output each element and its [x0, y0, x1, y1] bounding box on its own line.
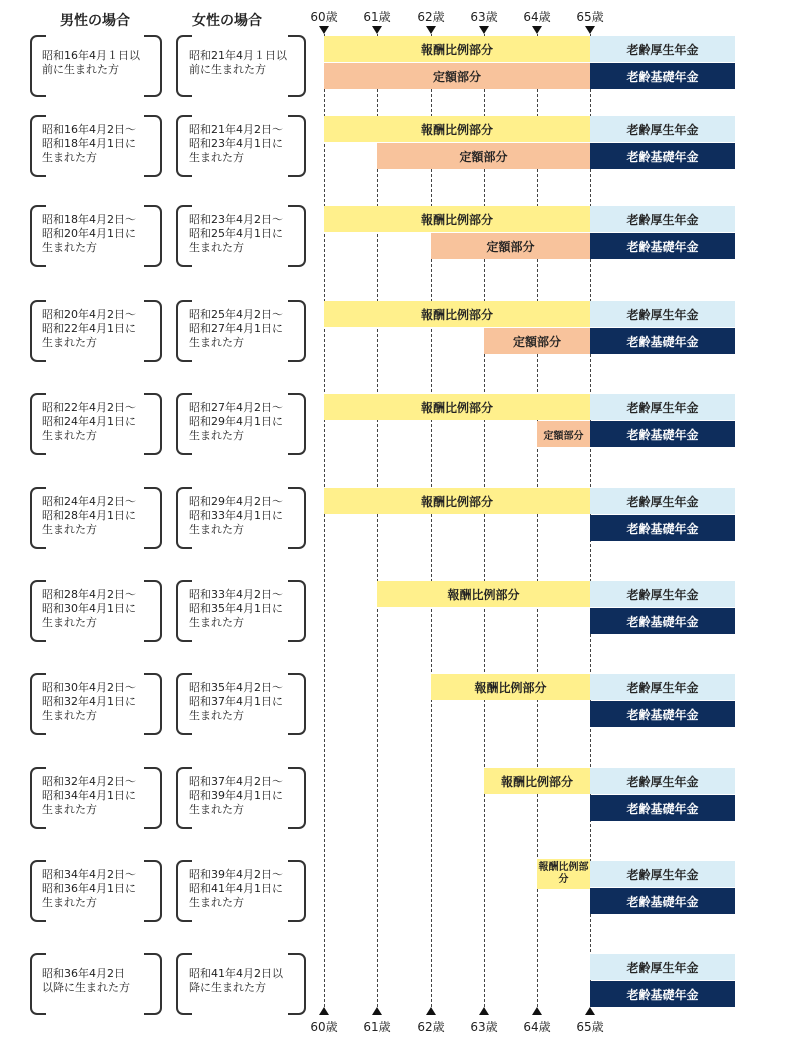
age-marker-bottom-icon	[319, 1007, 329, 1015]
hourei-hirei-bar: 報酬比例部分	[377, 581, 590, 607]
hourei-hirei-bar: 報酬比例部分	[324, 116, 590, 142]
rourei-kousei-nenkin-bar: 老齢厚生年金	[590, 394, 735, 420]
male-birth-range-line: 生まれた方	[42, 709, 97, 722]
male-birth-range-line: 昭和34年4月2日～	[42, 868, 136, 881]
male-birth-range-line: 昭和36年4月1日に	[42, 882, 136, 895]
male-birth-range-line: 生まれた方	[42, 336, 97, 349]
hourei-hirei-bar: 報酬比例部分	[324, 488, 590, 514]
male-birth-range-line: 生まれた方	[42, 523, 97, 536]
female-birth-range	[189, 588, 301, 630]
female-birth-range	[189, 308, 301, 350]
female-birth-range	[189, 681, 301, 723]
age-marker-top-icon	[426, 26, 436, 34]
age-marker-top-icon	[585, 26, 595, 34]
age-label-top: 62歳	[417, 10, 445, 24]
age-marker-top-icon	[479, 26, 489, 34]
teigaku-bar: 定額部分	[484, 328, 590, 354]
male-birth-range-line: 昭和16年4月１日以	[42, 49, 140, 62]
rourei-kousei-nenkin-bar: 老齢厚生年金	[590, 36, 735, 62]
rourei-kiso-nenkin-bar: 老齢基礎年金	[590, 981, 735, 1007]
female-birth-range-line: 昭和35年4月1日に	[189, 602, 283, 615]
female-birth-range-line: 昭和27年4月1日に	[189, 322, 283, 335]
female-birth-range-line: 前に生まれた方	[189, 63, 266, 76]
age-label-top: 63歳	[470, 10, 498, 24]
rourei-kiso-nenkin-bar: 老齢基礎年金	[590, 63, 735, 89]
female-birth-range	[189, 213, 301, 255]
age-marker-bottom-icon	[372, 1007, 382, 1015]
age-label-bottom: 65歳	[576, 1020, 604, 1034]
female-birth-range-line: 昭和37年4月2日～	[189, 775, 283, 788]
age-marker-bottom-icon	[585, 1007, 595, 1015]
female-birth-range-line: 生まれた方	[189, 896, 244, 909]
male-birth-range	[42, 49, 154, 77]
female-birth-range-line: 昭和23年4月2日～	[189, 213, 283, 226]
male-column-header: 男性の場合	[60, 13, 130, 29]
age-label-bottom: 61歳	[363, 1020, 391, 1034]
female-birth-range	[189, 495, 301, 537]
female-birth-range-line: 昭和27年4月2日～	[189, 401, 283, 414]
rourei-kiso-nenkin-bar: 老齢基礎年金	[590, 328, 735, 354]
rourei-kousei-nenkin-bar: 老齢厚生年金	[590, 954, 735, 980]
age-marker-top-icon	[372, 26, 382, 34]
female-birth-range-line: 昭和39年4月1日に	[189, 789, 283, 802]
female-birth-range	[189, 49, 301, 77]
male-birth-range-line: 昭和22年4月2日～	[42, 401, 136, 414]
age-label-top: 65歳	[576, 10, 604, 24]
female-birth-range-line: 昭和29年4月1日に	[189, 415, 283, 428]
female-birth-range	[189, 775, 301, 817]
male-birth-range	[42, 401, 154, 443]
rourei-kiso-nenkin-bar: 老齢基礎年金	[590, 888, 735, 914]
rourei-kiso-nenkin-bar: 老齢基礎年金	[590, 233, 735, 259]
male-birth-range-line: 昭和32年4月2日～	[42, 775, 136, 788]
male-birth-range-line: 昭和22年4月1日に	[42, 322, 136, 335]
hourei-hirei-bar: 報酬比例部分	[431, 674, 590, 700]
female-birth-range-line: 生まれた方	[189, 523, 244, 536]
male-birth-range-line: 生まれた方	[42, 241, 97, 254]
female-birth-range-line: 昭和25年4月2日～	[189, 308, 283, 321]
rourei-kiso-nenkin-bar: 老齢基礎年金	[590, 421, 735, 447]
rourei-kiso-nenkin-bar: 老齢基礎年金	[590, 608, 735, 634]
rourei-kousei-nenkin-bar: 老齢厚生年金	[590, 861, 735, 887]
age-label-top: 60歳	[310, 10, 338, 24]
female-birth-range	[189, 401, 301, 443]
age-guide-line	[324, 34, 325, 1007]
male-birth-range-line: 昭和24年4月1日に	[42, 415, 136, 428]
male-birth-range-line: 昭和28年4月1日に	[42, 509, 136, 522]
male-birth-range-line: 生まれた方	[42, 896, 97, 909]
female-birth-range-line: 降に生まれた方	[189, 981, 266, 994]
male-birth-range-line: 昭和34年4月1日に	[42, 789, 136, 802]
rourei-kousei-nenkin-bar: 老齢厚生年金	[590, 116, 735, 142]
male-birth-range	[42, 588, 154, 630]
female-birth-range-line: 生まれた方	[189, 709, 244, 722]
male-birth-range-line: 昭和30年4月1日に	[42, 602, 136, 615]
teigaku-bar: 定額部分	[324, 63, 590, 89]
male-birth-range	[42, 495, 154, 537]
age-marker-bottom-icon	[479, 1007, 489, 1015]
rourei-kiso-nenkin-bar: 老齢基礎年金	[590, 795, 735, 821]
female-birth-range-line: 昭和33年4月1日に	[189, 509, 283, 522]
female-birth-range	[189, 123, 301, 165]
female-birth-range-line: 昭和35年4月2日～	[189, 681, 283, 694]
male-birth-range-line: 生まれた方	[42, 803, 97, 816]
female-birth-range-line: 生まれた方	[189, 429, 244, 442]
male-birth-range-line: 昭和30年4月2日～	[42, 681, 136, 694]
female-birth-range-line: 昭和41年4月2日以	[189, 967, 283, 980]
male-birth-range-line: 昭和20年4月1日に	[42, 227, 136, 240]
female-birth-range	[189, 967, 301, 995]
male-birth-range-line: 昭和32年4月1日に	[42, 695, 136, 708]
male-birth-range-line: 前に生まれた方	[42, 63, 119, 76]
age-label-bottom: 63歳	[470, 1020, 498, 1034]
male-birth-range-line: 昭和18年4月1日に	[42, 137, 136, 150]
age-marker-bottom-icon	[426, 1007, 436, 1015]
female-birth-range-line: 昭和21年4月１日以	[189, 49, 287, 62]
female-birth-range-line: 昭和39年4月2日～	[189, 868, 283, 881]
male-birth-range-line: 以降に生まれた方	[42, 981, 130, 994]
female-birth-range-line: 生まれた方	[189, 616, 244, 629]
male-birth-range-line: 昭和18年4月2日～	[42, 213, 136, 226]
male-birth-range-line: 昭和28年4月2日～	[42, 588, 136, 601]
age-guide-line	[484, 34, 485, 1007]
age-label-top: 64歳	[523, 10, 551, 24]
female-birth-range-line: 生まれた方	[189, 336, 244, 349]
male-birth-range	[42, 775, 154, 817]
age-guide-line	[431, 34, 432, 1007]
male-birth-range-line: 生まれた方	[42, 429, 97, 442]
female-birth-range-line: 昭和29年4月2日～	[189, 495, 283, 508]
male-birth-range-line: 生まれた方	[42, 616, 97, 629]
rourei-kiso-nenkin-bar: 老齢基礎年金	[590, 701, 735, 727]
female-birth-range-line: 生まれた方	[189, 803, 244, 816]
male-birth-range	[42, 681, 154, 723]
rourei-kiso-nenkin-bar: 老齢基礎年金	[590, 143, 735, 169]
female-birth-range-line: 昭和37年4月1日に	[189, 695, 283, 708]
male-birth-range-line: 昭和36年4月2日	[42, 967, 125, 980]
male-birth-range	[42, 967, 154, 995]
age-label-top: 61歳	[363, 10, 391, 24]
age-label-bottom: 62歳	[417, 1020, 445, 1034]
male-birth-range	[42, 213, 154, 255]
hourei-hirei-bar: 報酬比例部分	[324, 206, 590, 232]
male-birth-range-line: 昭和20年4月2日～	[42, 308, 136, 321]
male-birth-range-line: 生まれた方	[42, 151, 97, 164]
rourei-kousei-nenkin-bar: 老齢厚生年金	[590, 488, 735, 514]
age-marker-top-icon	[532, 26, 542, 34]
male-birth-range	[42, 123, 154, 165]
hourei-hirei-bar: 報酬比例部分	[537, 859, 590, 889]
age-guide-line	[377, 34, 378, 1007]
age-label-bottom: 64歳	[523, 1020, 551, 1034]
rourei-kousei-nenkin-bar: 老齢厚生年金	[590, 674, 735, 700]
teigaku-bar: 定額部分	[377, 143, 590, 169]
age-label-bottom: 60歳	[310, 1020, 338, 1034]
age-marker-top-icon	[319, 26, 329, 34]
hourei-hirei-bar: 報酬比例部分	[324, 36, 590, 62]
rourei-kousei-nenkin-bar: 老齢厚生年金	[590, 768, 735, 794]
rourei-kiso-nenkin-bar: 老齢基礎年金	[590, 515, 735, 541]
female-column-header: 女性の場合	[192, 13, 262, 29]
hourei-hirei-bar: 報酬比例部分	[324, 301, 590, 327]
rourei-kousei-nenkin-bar: 老齢厚生年金	[590, 206, 735, 232]
female-birth-range-line: 生まれた方	[189, 151, 244, 164]
age-marker-bottom-icon	[532, 1007, 542, 1015]
teigaku-bar: 定額部分	[537, 421, 590, 447]
female-birth-range-line: 昭和25年4月1日に	[189, 227, 283, 240]
male-birth-range-line: 昭和16年4月2日～	[42, 123, 136, 136]
female-birth-range-line: 昭和23年4月1日に	[189, 137, 283, 150]
rourei-kousei-nenkin-bar: 老齢厚生年金	[590, 301, 735, 327]
female-birth-range-line: 昭和33年4月2日～	[189, 588, 283, 601]
male-birth-range	[42, 868, 154, 910]
female-birth-range-line: 生まれた方	[189, 241, 244, 254]
male-birth-range	[42, 308, 154, 350]
rourei-kousei-nenkin-bar: 老齢厚生年金	[590, 581, 735, 607]
female-birth-range-line: 昭和41年4月1日に	[189, 882, 283, 895]
female-birth-range	[189, 868, 301, 910]
teigaku-bar: 定額部分	[431, 233, 590, 259]
female-birth-range-line: 昭和21年4月2日～	[189, 123, 283, 136]
hourei-hirei-bar: 報酬比例部分	[484, 768, 590, 794]
hourei-hirei-bar: 報酬比例部分	[324, 394, 590, 420]
male-birth-range-line: 昭和24年4月2日～	[42, 495, 136, 508]
